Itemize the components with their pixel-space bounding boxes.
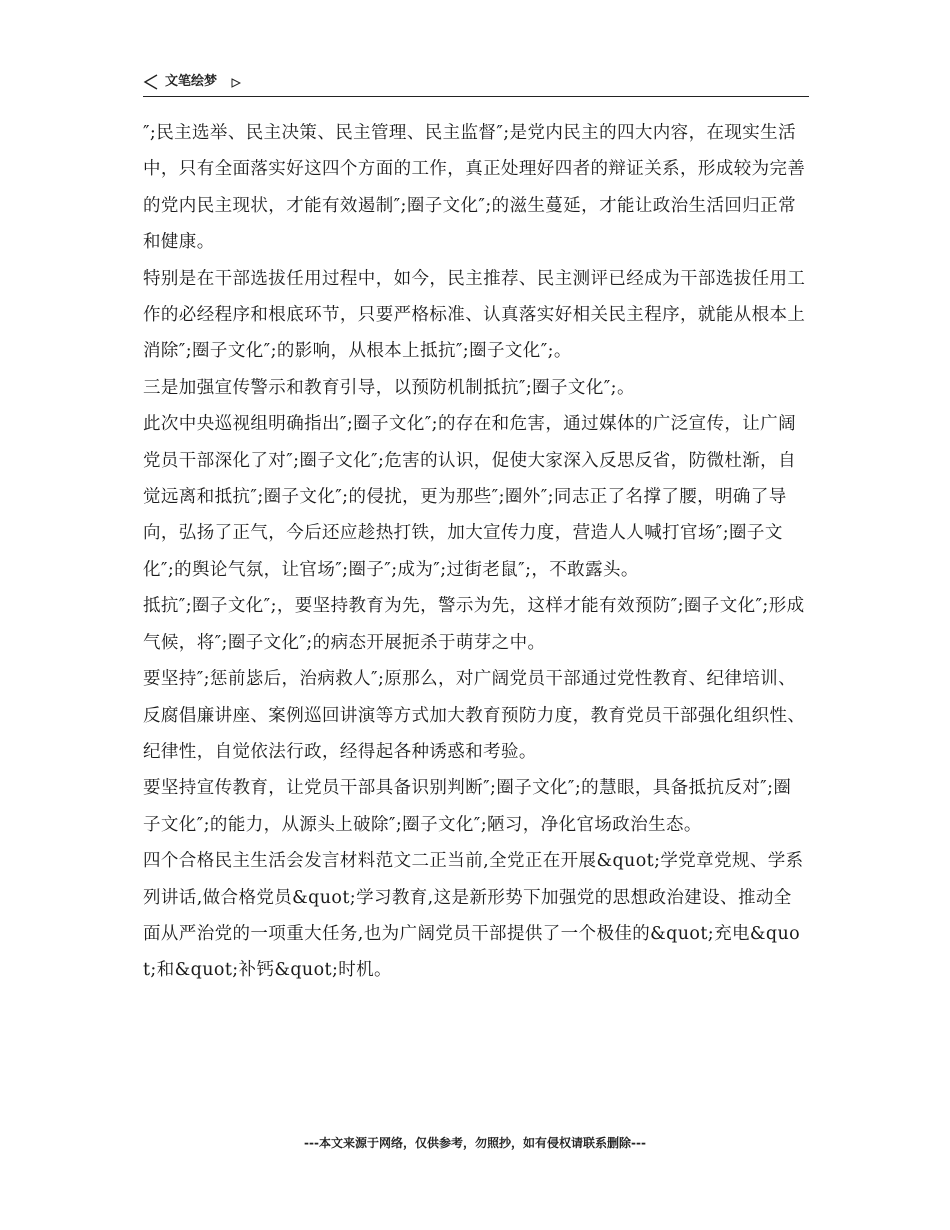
paragraph-6: 要坚持″;惩前毖后，治病救人″;原那么，对广阔党员干部通过党性教育、纪律培训、反腐倡廉讲座、案例巡回讲演等方式加大教育预防力度，教育党员干部强化组织性、纪律性，自觉依法行政，经得起各种诱惑和考验。 bbox=[143, 669, 806, 762]
triangle-left-icon-svg bbox=[143, 74, 159, 90]
triangle-right-icon-svg bbox=[231, 78, 241, 88]
document-body bbox=[143, 115, 809, 989]
paragraph-3: 三是加强宣传警示和教育引导，以预防机制抵抗″;圈子文化″;。 bbox=[143, 377, 635, 398]
paragraph-5: 抵抗″;圈子文化″;，要坚持教育为先，警示为先，这样才能有效预防″;圈子文化″;形成气候，将″;圈子文化″;的病态开展扼杀于萌芽之中。 bbox=[143, 596, 805, 653]
paragraph-1: ″;民主选举、民主决策、民主管理、民主监督″;是党内民主的四大内容，在现实生活中，只有全面落实好这四个方面的工作，真正处理好四者的辩证关系，形成较为完善的党内民主现状，才能有效遏制″;圈子文化″;的滋生蔓延，才能让政治生活回归正常和健康。 bbox=[143, 123, 806, 253]
paragraph-4: 此次中央巡视组明确指出″;圈子文化″;的存在和危害，通过媒体的广泛宣传，让广阔党员干部深化了对″;圈子文化″;危害的认识，促使大家深入反思反省，防微杜渐，自觉远离和抵抗″;圈子文化″;的侵扰，更为那些″;圈外″;同志正了名撑了腰，明确了导向，弘扬了正气，今后还应趁热打铁，加大宣传力度，营造人人喊打官场″;圈子文化″;的舆论气氛，让官场″;圈子″;成为″;过街老鼠″;，不敢露头。 bbox=[143, 414, 796, 580]
footer-disclaimer: ---本文来源于网络，仅供参考，勿照抄，如有侵权请联系删除--- bbox=[304, 1136, 646, 1150]
triangle-right-icon bbox=[231, 73, 241, 83]
paragraph-2: 特别是在干部选拔任用过程中，如今，民主推荐、民主测评已经成为干部选拔任用工作的必经程序和根底环节，只要严格标准、认真落实好相关民主程序，就能从根本上消除″;圈子文化″;的影响，从根本上抵抗″;圈子文化″;。 bbox=[143, 268, 806, 362]
page-header bbox=[143, 70, 809, 97]
paragraph-8: 四个合格民主生活会发言材料范文二正当前,全党正在开展&quot;学党章党规、学系列讲话,做合格党员&quot;学习教育,这是新形势下加强党的思想政治建设、推动全面从严治党的一项重大任务,也为广阔党员干部提供了一个极佳的&quot;充电&quot;和&quot;补钙&quot;时机。 bbox=[143, 851, 804, 981]
triangle-left-icon bbox=[143, 74, 159, 90]
paragraph-7: 要坚持宣传教育，让党员干部具备识别判断″;圈子文化″;的慧眼，具备抵抗反对″;圈子文化″;的能力，从源头上破除″;圈子文化″;陋习，净化官场政治生态。 bbox=[143, 778, 792, 835]
header-title: 文笔绘梦 bbox=[165, 74, 218, 89]
